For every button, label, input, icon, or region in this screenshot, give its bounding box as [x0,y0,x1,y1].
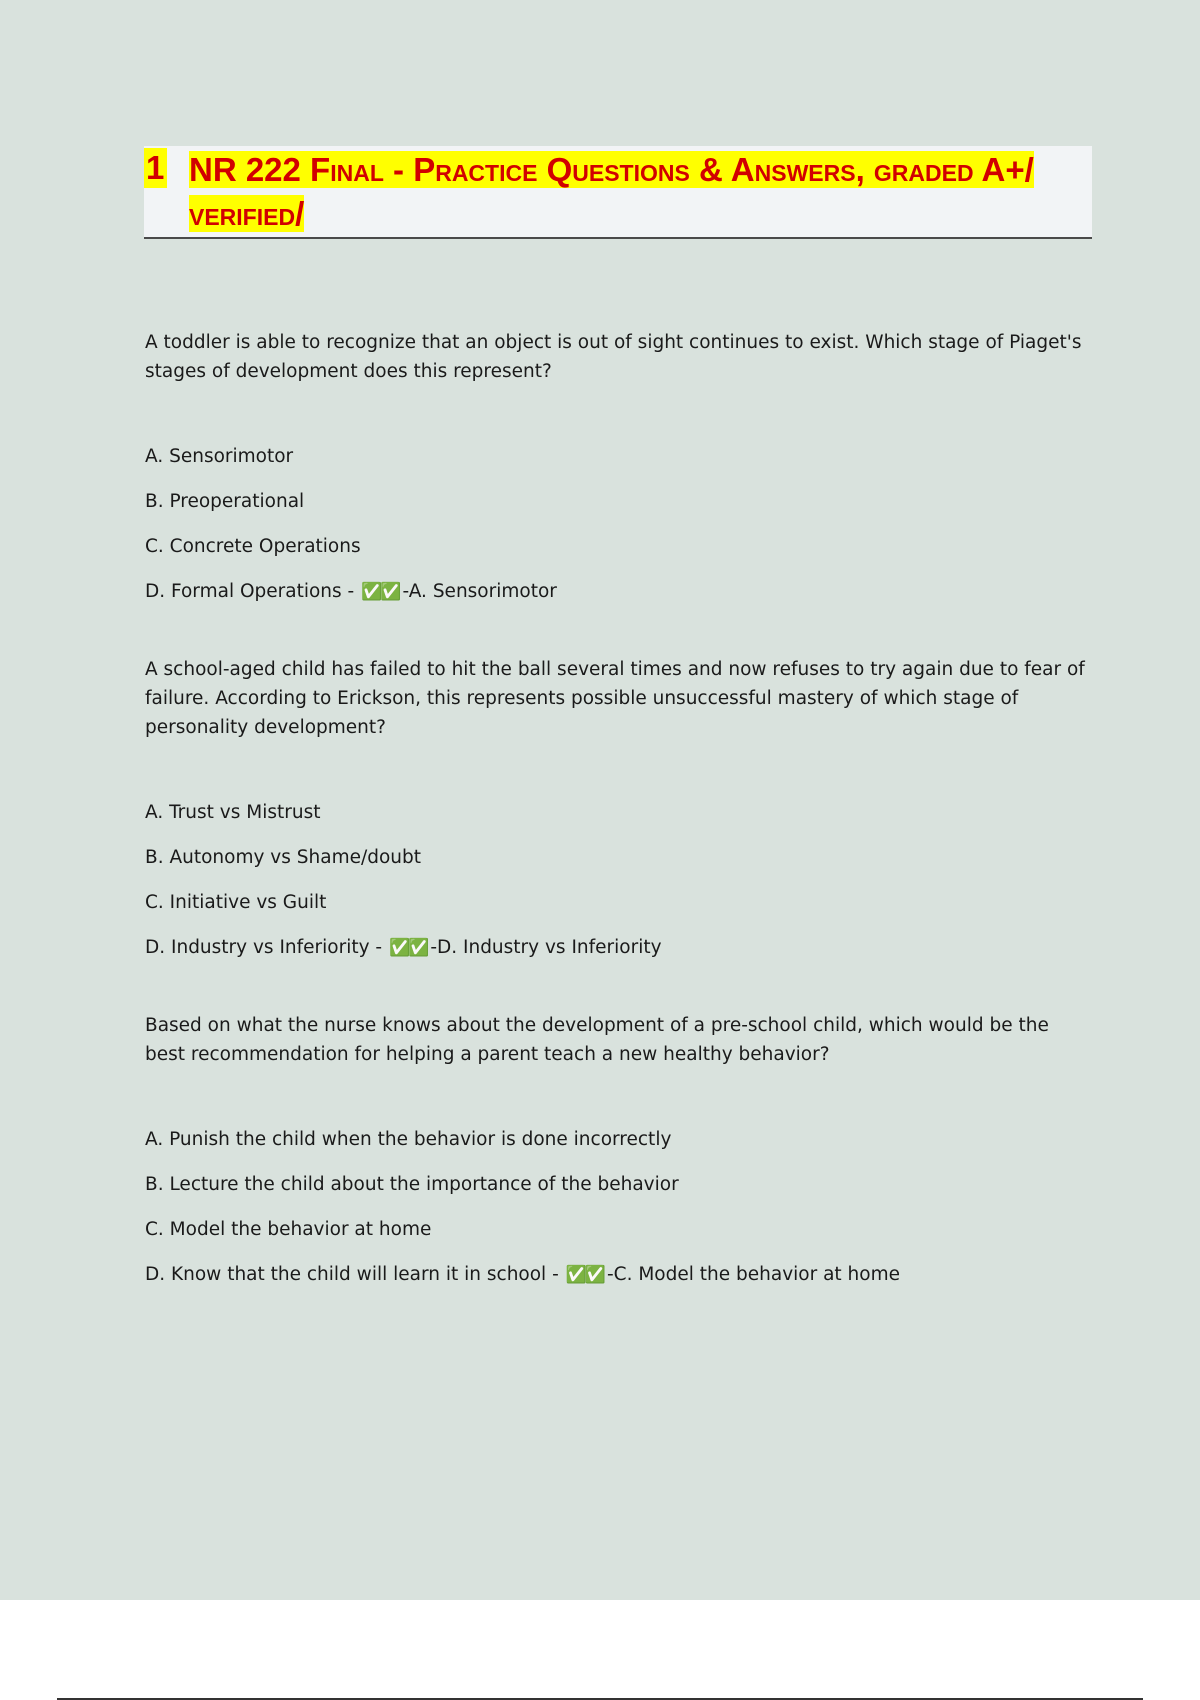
option-c: C. Initiative vs Guilt [145,892,327,913]
option-d: D. Know that the child will learn it in school - [145,1264,565,1285]
questions-list [145,328,1085,1338]
correct-answer: -A. Sensorimotor [402,581,557,602]
option-a: A. Punish the child when the behavior is done incorrectly [145,1129,672,1150]
question-1 [145,328,1085,603]
option-d-with-answer [145,581,1085,603]
option-c: C. Concrete Operations [145,536,361,557]
question-2 [145,655,1085,959]
option-b: B. Autonomy vs Shame/doubt [145,847,421,868]
question-text: A toddler is able to recognize that an object is out of sight continues to exist. Which stage of Piaget's stages of development does this represent? [145,332,1082,382]
heading-number: 1 [144,148,167,188]
question-text: A school-aged child has failed to hit the ball several times and now refuses to try again due to fear of failure. According to Erickson, this represents possible unsuccessful mastery of which stage of personality development? [145,659,1085,738]
option-c: C. Model the behavior at home [145,1219,432,1240]
option-b: B. Lecture the child about the importance of the behavior [145,1174,679,1195]
option-d: D. Formal Operations - [145,581,361,602]
option-d-with-answer [145,937,1085,959]
option-a: A. Sensorimotor [145,446,294,467]
question-3 [145,1011,1085,1286]
question-text: Based on what the nurse knows about the development of a pre-school child, which would be the best recommendation for helping a parent teach a new healthy behavior? [145,1015,1049,1065]
check-marks-icon: ✅✅ [388,938,428,958]
heading-text: NR 222 Final - Practice Questions & Answers, graded A+/ verified/ [189,151,1034,232]
check-marks-icon: ✅✅ [565,1265,604,1285]
correct-answer: -C. Model the behavior at home [606,1264,901,1285]
option-b: B. Preoperational [145,491,305,512]
heading-text-wrapper [189,148,1069,236]
option-d: D. Industry vs Inferiority - [145,937,388,958]
document-title [144,146,1092,239]
option-d-with-answer [145,1264,1085,1286]
correct-answer: -D. Industry vs Inferiority [430,937,662,958]
check-marks-icon: ✅✅ [361,582,400,602]
option-a: A. Trust vs Mistrust [145,802,321,823]
